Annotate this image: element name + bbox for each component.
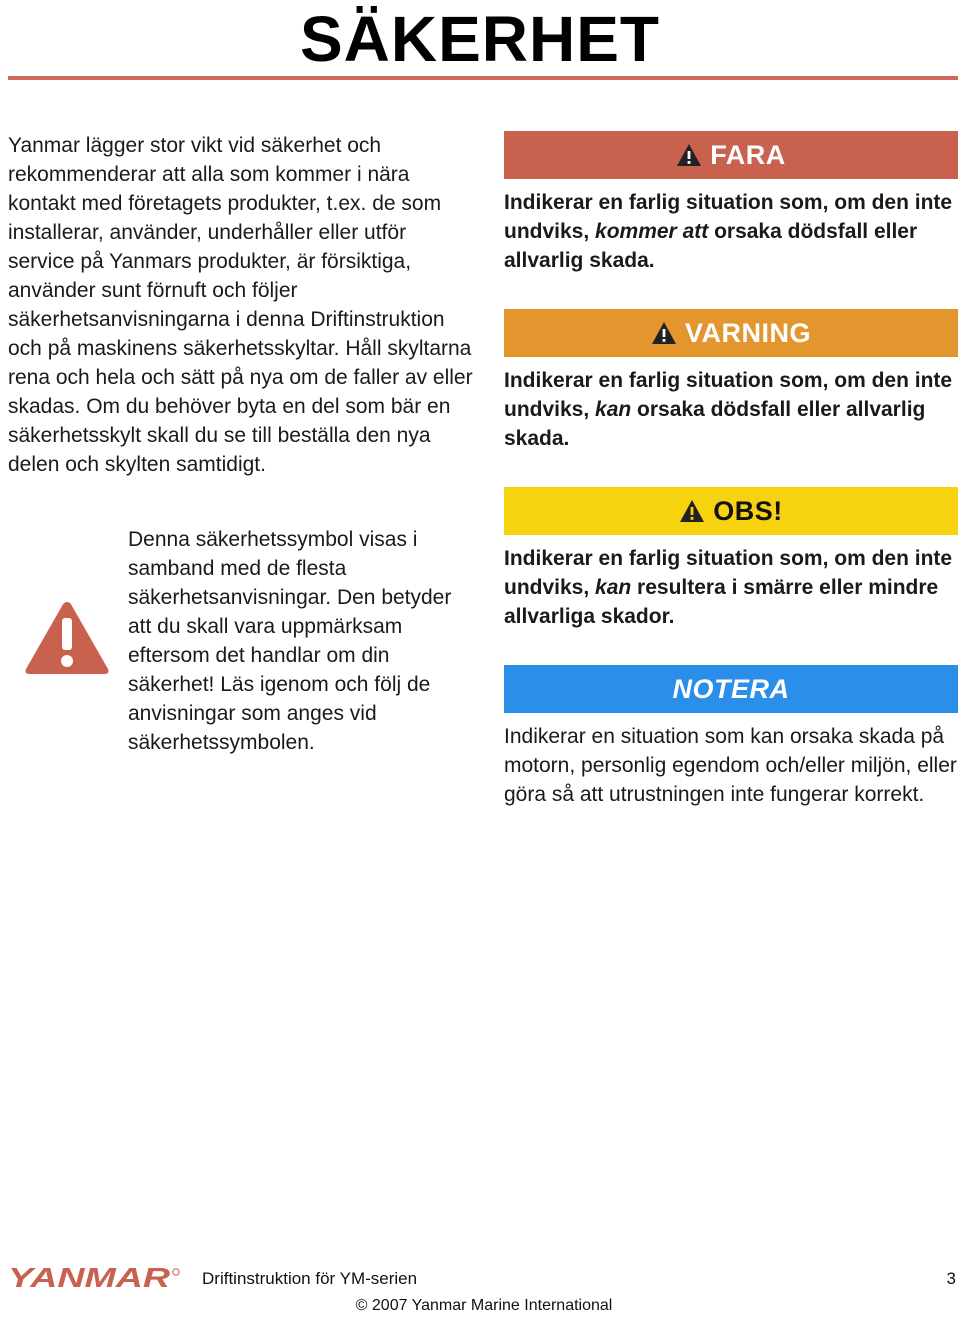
footer-document-title: Driftinstruktion för YM-serien (202, 1269, 418, 1288)
varning-banner (504, 309, 958, 357)
symbol-note-text: Denna säkerhetssymbol visas i samband med de flesta säkerhetsanvisningar. Den betyder att du skall vara uppmärksam eftersom det handlar om din säkerhet! Läs igenom och följ de anvisningar som anges vid säkerhetssymbolen. (128, 528, 452, 754)
fara-description: Indikerar en farlig situation som, om den inte undviks, kommer att orsaka dödsfall eller allvarlig skada. (504, 191, 953, 272)
title-divider (8, 76, 958, 80)
signal-obs (504, 487, 958, 631)
obs-label: OBS! (713, 495, 783, 526)
notera-banner (504, 665, 958, 713)
footer-page-number: 3 (946, 1269, 956, 1288)
intro-section (8, 131, 478, 479)
notera-description: Indikerar en situation som kan orsaka skada på motorn, personlig egendom och/eller miljön, eller göra så att utrustningen inte fungerar korrekt. (504, 725, 957, 806)
obs-description: Indikerar en farlig situation som, om den inte undviks, kan resultera i smärre eller mindre allvarliga skador. (504, 547, 953, 628)
notera-label: NOTERA (672, 673, 790, 704)
intro-paragraph: Yanmar lägger stor vikt vid säkerhet och rekommenderar att alla som kommer i nära kontakt med företagets produkter, t.ex. de som installerar, använder, underhåller eller utför service på Yanmars produkter, är försiktiga, använder sunt förnuft och följer säkerhetsanvisningarna i denna Driftinstruktion och på maskinens säkerhetsskyltar. Håll skyltarna rena och hela och sätt på nya om de faller av eller skadas. Om du behöver byta en del som bär en säkerhetsskylt skall du se till beställa den nya delen och skylten samtidigt. (8, 134, 473, 476)
yanmar-logo (8, 1264, 180, 1290)
warning-icon (676, 143, 702, 167)
fara-banner (504, 131, 958, 179)
warning-icon (651, 321, 677, 345)
fara-label: FARA (710, 139, 786, 170)
obs-banner (504, 487, 958, 535)
signal-word-column (504, 131, 958, 809)
signal-varning (504, 309, 958, 453)
footer-copyright: © 2007 Yanmar Marine International (355, 1297, 613, 1314)
safety-symbol-note (8, 525, 478, 765)
signal-fara (504, 131, 958, 275)
signal-notera (504, 665, 958, 809)
svg-text:YANMAR: YANMAR (8, 1264, 172, 1290)
varning-label: VARNING (684, 317, 811, 348)
warning-icon (679, 499, 705, 523)
warning-triangle-icon (24, 599, 110, 677)
page-title: SÄKERHET (299, 3, 661, 75)
varning-description: Indikerar en farlig situation som, om den inte undviks, kan orsaka dödsfall eller allvarlig skada. (504, 369, 953, 450)
